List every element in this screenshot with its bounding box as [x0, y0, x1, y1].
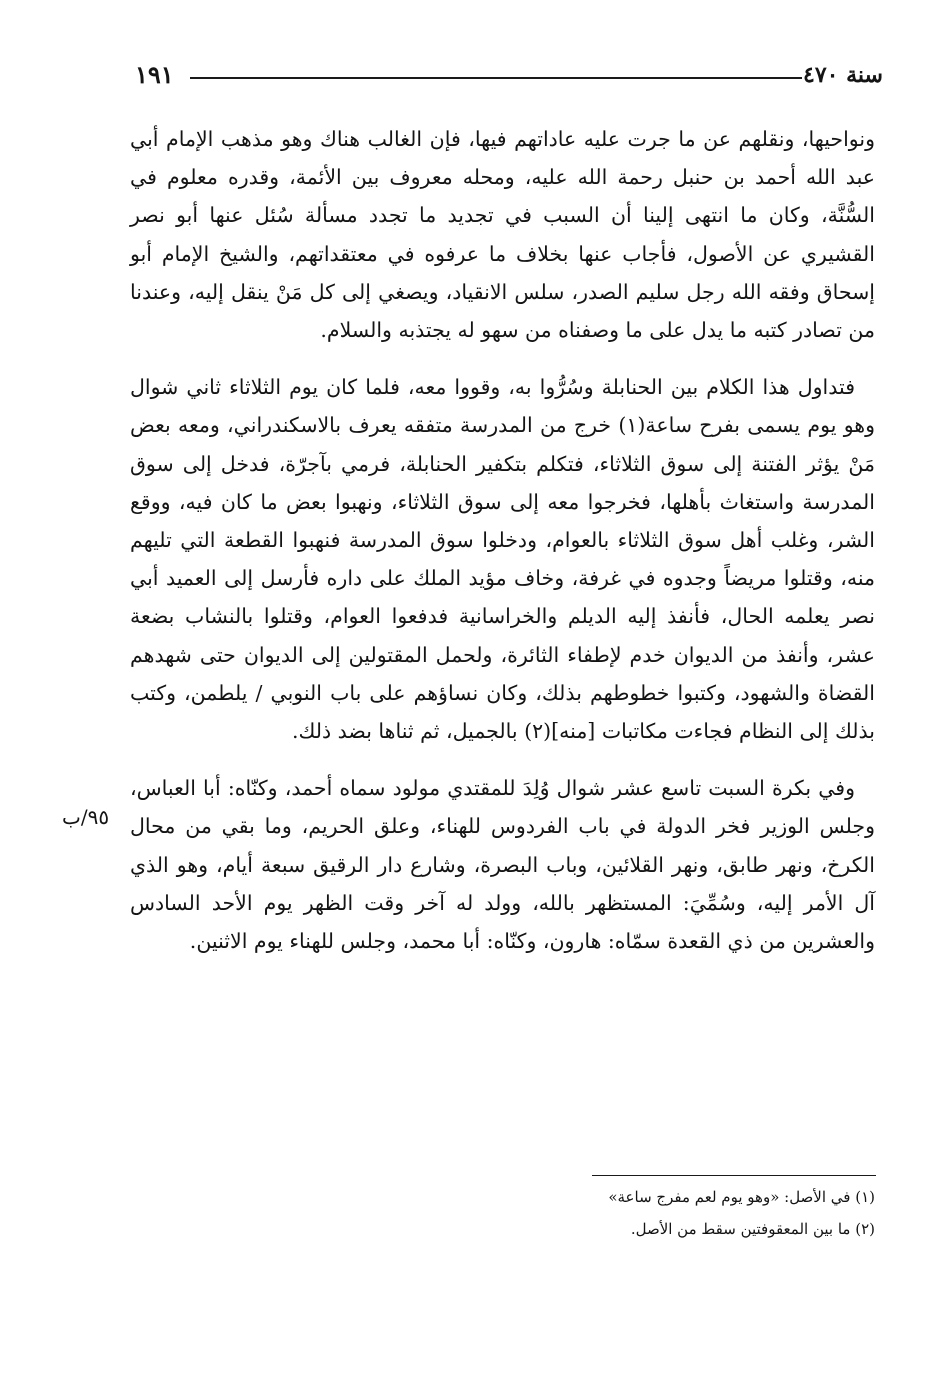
margin-folio-marker: ٩٥/ب	[62, 805, 110, 829]
footnote-rule	[592, 1175, 876, 1176]
paragraph-1: ونواحيها، ونقلهم عن ما جرت عليه عاداتهم فيها، فإن الغالب هناك وهو مذهب الإمام أبي عبد الله أحمد بن حنبل رحمة الله عليه، ومحله معروف بين الأئمة، وقدره معلوم في السُّنَّة، وكان ما انتهى إلينا أن السبب في تجديد ما تجدد مسألة سُئل عنها أبو نصر القشيري عن الأصول، فأجاب عنها بخلاف ما عرفوه في معتقداتهم، والشيخ الإمام أبو إسحاق وفقه الله رجل سليم الصدر، سلس الانقياد، ويصغي إلى كل مَنْ ينقل إليه، وعندنا من تصادر كتبه ما يدل على ما وصفناه من سهو له يجتذبه والسلام.	[130, 127, 875, 343]
running-header-year: سنة ٤٧٠	[803, 62, 883, 88]
paragraph-2: فتداول هذا الكلام بين الحنابلة وسُرُّوا به، وقووا معه، فلما كان يوم الثلاثاء ثاني شوال وهو يوم يسمى بفرح ساعة(١) خرج من المدرسة متفقه يعرف بالاسكندراني، ومعه بعض مَنْ يؤثر الفتنة إلى سوق الثلاثاء، فتكلم بتكفير الحنابلة، فرمي بآجرّة، فدخل إلى سوق المدرسة واستغاث بأهلها، فخرجوا معه إلى سوق الثلاثاء، ونهبوا بعض ما كان فيه، ووقع الشر، وغلب أهل سوق الثلاثاء بالعوام، ودخلوا سوق المدرسة فنهبوا القطعة التي تليهم منه، وقتلوا مريضاً وجدوه في غرفة، وخاف مؤيد الملك على داره فأرسل إلى العميد أبي نصر يعلمه الحال، فأنفذ إليه الديلم والخراسانية فدفعوا العوام، وقتلوا بالنشاب بضعة عشر، وأنفذ من الديوان خدم لإطفاء الثائرة، ولحمل المقتولين إلى الديوان حتى شهدهم القضاة والشهود، وكتبوا خطوطهم بذلك، وكان نساؤهم على باب النوبي / يلطمن، وكتب بذلك إلى النظام فجاءت مكاتبات [منه](٢) بالجميل، ثم ثناها بضد ذلك.	[130, 375, 875, 744]
header-rule	[190, 77, 802, 79]
main-text	[130, 120, 875, 960]
footnote-1: (١) في الأصل: «وهو يوم لعم مفرج ساعة»	[608, 1188, 875, 1206]
page-number: ١٩١	[135, 60, 174, 89]
footnote-2: (٢) ما بين المعقوفتين سقط من الأصل.	[630, 1220, 875, 1238]
paragraph-3: وفي بكرة السبت تاسع عشر شوال وُلِدَ للمقتدي مولود سماه أحمد، وكنّاه: أبا العباس، وجلس الوزير فخر الدولة في باب الفردوس للهناء، وعلق الحريم، وما بقي من محال الكرخ، ونهر طابق، ونهر القلائين، وباب البصرة، وشارع دار الرقيق سبعة أيام، وهو الذي آل الأمر إليه، وسُمِّيَ: المستظهر بالله، وولد له آخر وقت الظهر يوم الأحد السادس والعشرين من ذي القعدة سمّاه: هارون، وكنّاه: أبا محمد، وجلس للهناء يوم الاثنين.	[130, 776, 875, 954]
